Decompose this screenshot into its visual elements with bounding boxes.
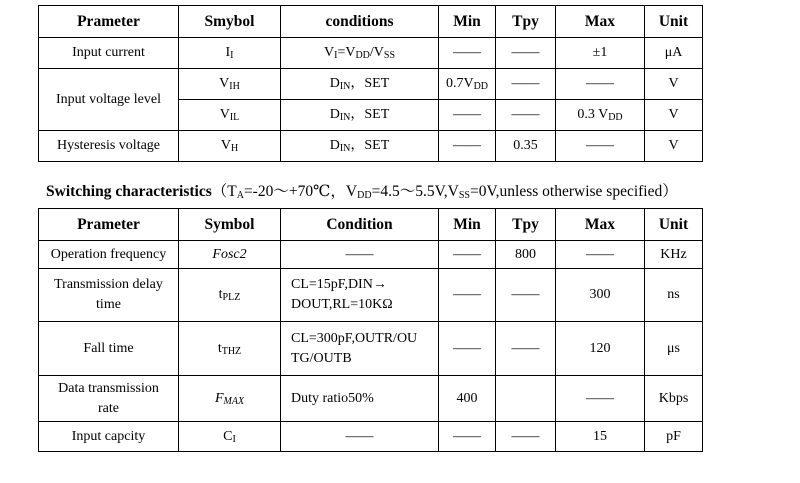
header-unit: Unit	[645, 209, 703, 241]
cell-min: ——	[439, 100, 496, 131]
header-max: Max	[556, 209, 645, 241]
cell-unit: Kbps	[645, 376, 703, 422]
cell-typ: ——	[496, 69, 556, 100]
cell-max: 15	[556, 422, 645, 452]
cell-condition: $D_{IN}$，SET	[281, 100, 439, 131]
cell-symbol: $V_{IL}$	[179, 100, 281, 131]
table-row	[39, 69, 703, 100]
header-unit: Unit	[645, 6, 703, 38]
header-min: Min	[439, 6, 496, 38]
input-characteristics-table	[38, 5, 703, 162]
cell-parameter: Operation frequency	[39, 241, 179, 269]
table-row	[39, 322, 703, 376]
header-condition: Condition	[281, 209, 439, 241]
header-max: Max	[556, 6, 645, 38]
cell-condition: CL=300pF,OUTR/OU TG/OUTB	[281, 322, 439, 376]
table-row	[39, 269, 703, 322]
cell-min: ——	[439, 322, 496, 376]
cell-max: ——	[556, 131, 645, 162]
cell-typ: 0.35	[496, 131, 556, 162]
cell-symbol: $I_I$	[179, 38, 281, 69]
header-min: Min	[439, 209, 496, 241]
cell-symbol: $t_{PLZ}$	[179, 269, 281, 322]
table-row	[39, 38, 703, 69]
cell-symbol: $C_I$	[179, 422, 281, 452]
cell-parameter: Data transmission rate	[39, 376, 179, 422]
cell-symbol: $V_{IH}$	[179, 69, 281, 100]
cell-unit: V	[645, 100, 703, 131]
cell-parameter: Input capcity	[39, 422, 179, 452]
cell-min: ——	[439, 422, 496, 452]
header-conditions: conditions	[281, 6, 439, 38]
cell-parameter: Input voltage level	[39, 69, 179, 131]
header-typ: Tpy	[496, 6, 556, 38]
cell-symbol: $F_{MAX}$	[179, 376, 281, 422]
cell-condition: ——	[281, 422, 439, 452]
cell-condition: $V_I=V_{DD}/V_{SS}$	[281, 38, 439, 69]
cell-typ: ——	[496, 322, 556, 376]
cell-condition: $D_{IN}$，SET	[281, 69, 439, 100]
header-symbol: Smybol	[179, 6, 281, 38]
cell-min: ——	[439, 38, 496, 69]
cell-symbol: $V_H$	[179, 131, 281, 162]
cell-typ: ——	[496, 269, 556, 322]
cell-parameter: Transmission delay time	[39, 269, 179, 322]
header-symbol: Symbol	[179, 209, 281, 241]
cell-typ	[496, 376, 556, 422]
cell-condition: ——	[281, 241, 439, 269]
cell-typ: ——	[496, 100, 556, 131]
cell-max: 120	[556, 322, 645, 376]
cell-condition: CL=15pF,DIN→ DOUT,RL=10KΩ	[281, 269, 439, 322]
header-typ: Tpy	[496, 209, 556, 241]
header-parameter: Prameter	[39, 209, 179, 241]
switching-characteristics-table	[38, 208, 703, 452]
header-parameter: Prameter	[39, 6, 179, 38]
cell-typ: ——	[496, 38, 556, 69]
table-row	[39, 376, 703, 422]
cell-min: $0.7V_{DD}$	[439, 69, 496, 100]
cell-symbol: $t_{THZ}$	[179, 322, 281, 376]
cell-typ: ——	[496, 422, 556, 452]
switching-characteristics-caption: Switching $characteristics(T_A=-20\sim+70℃$，$V_{DD}=4.5\sim 5.5V,V_{SS}=0V,unless$ otherwise specified）	[46, 183, 678, 201]
cell-typ: 800	[496, 241, 556, 269]
table-header-row	[39, 6, 703, 38]
cell-unit: μA	[645, 38, 703, 69]
table-row	[39, 422, 703, 452]
table-row	[39, 131, 703, 162]
cell-condition: $D_{IN}$，SET	[281, 131, 439, 162]
cell-unit: V	[645, 131, 703, 162]
cell-parameter: Fall time	[39, 322, 179, 376]
table-header-row	[39, 209, 703, 241]
cell-max: ±1	[556, 38, 645, 69]
cell-min: ——	[439, 131, 496, 162]
cell-unit: ns	[645, 269, 703, 322]
table-row	[39, 241, 703, 269]
cell-min: ——	[439, 269, 496, 322]
cell-unit: μs	[645, 322, 703, 376]
cell-max: ——	[556, 241, 645, 269]
cell-max: ——	[556, 376, 645, 422]
cell-condition: Duty ratio50%	[281, 376, 439, 422]
cell-unit: V	[645, 69, 703, 100]
cell-parameter: Hysteresis voltage	[39, 131, 179, 162]
cell-min: ——	[439, 241, 496, 269]
cell-symbol: Fosc2	[179, 241, 281, 269]
cell-min: 400	[439, 376, 496, 422]
cell-max: ——	[556, 69, 645, 100]
cell-max: 300	[556, 269, 645, 322]
cell-unit: pF	[645, 422, 703, 452]
cell-unit: KHz	[645, 241, 703, 269]
cell-max: 0.3 $V_{DD}$	[556, 100, 645, 131]
cell-parameter: Input current	[39, 38, 179, 69]
